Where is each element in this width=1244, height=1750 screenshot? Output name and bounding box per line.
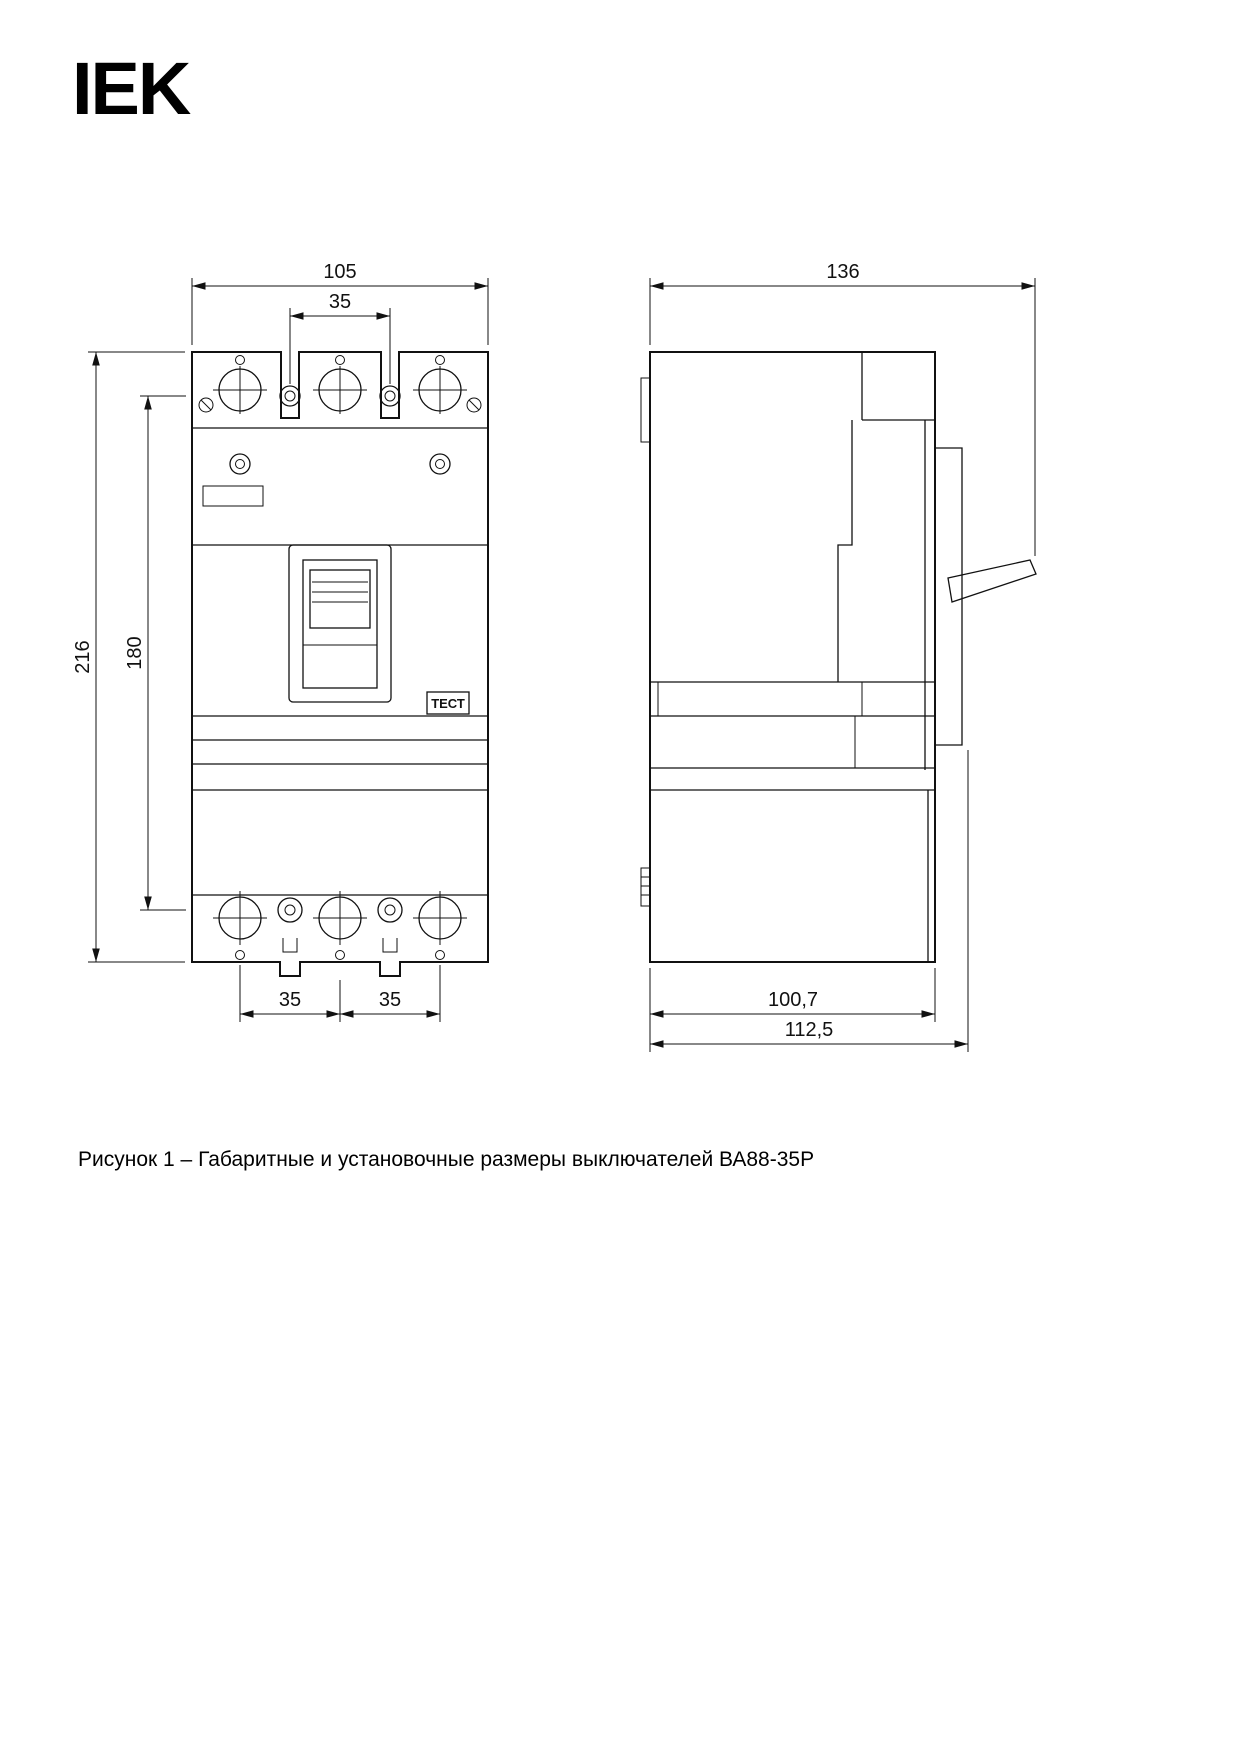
side-outline (650, 352, 935, 962)
front-handle (289, 545, 391, 702)
dim-105-label: 105 (323, 261, 357, 283)
side-view-dimensions (650, 261, 1035, 1052)
toggle-knob (310, 570, 370, 628)
dim-112-5-label: 112,5 (784, 1019, 834, 1041)
side-handle (948, 560, 1036, 602)
dim-35-bottom-left-label: 35 (278, 989, 302, 1011)
front-outline (192, 352, 488, 976)
iek-logo-text: IEK (72, 47, 190, 130)
front-separator-lines (192, 428, 488, 895)
dim-180-label: 180 (124, 636, 146, 670)
front-bottom-terminals (213, 891, 467, 960)
dim-136-label: 136 (826, 261, 860, 283)
figure-caption: Рисунок 1 – Габаритные и установочные размеры выключателей ВА88-35Р (78, 1148, 815, 1171)
iek-logo (72, 47, 191, 130)
dim-35-bottom-right-label: 35 (378, 989, 402, 1011)
side-rear-plate (935, 448, 962, 745)
front-view (72, 261, 488, 1022)
front-upper-body (203, 454, 450, 506)
front-top-terminals (199, 356, 481, 415)
dim-35-top-label: 35 (328, 291, 352, 313)
test-button-label: ТЕСТ (431, 696, 465, 711)
dim-100-7-label: 100,7 (767, 989, 819, 1011)
test-button (427, 692, 469, 714)
side-internal-lines (641, 352, 935, 962)
side-view (641, 261, 1036, 1052)
dim-216-label: 216 (72, 640, 94, 674)
rating-label-plate (203, 486, 263, 506)
